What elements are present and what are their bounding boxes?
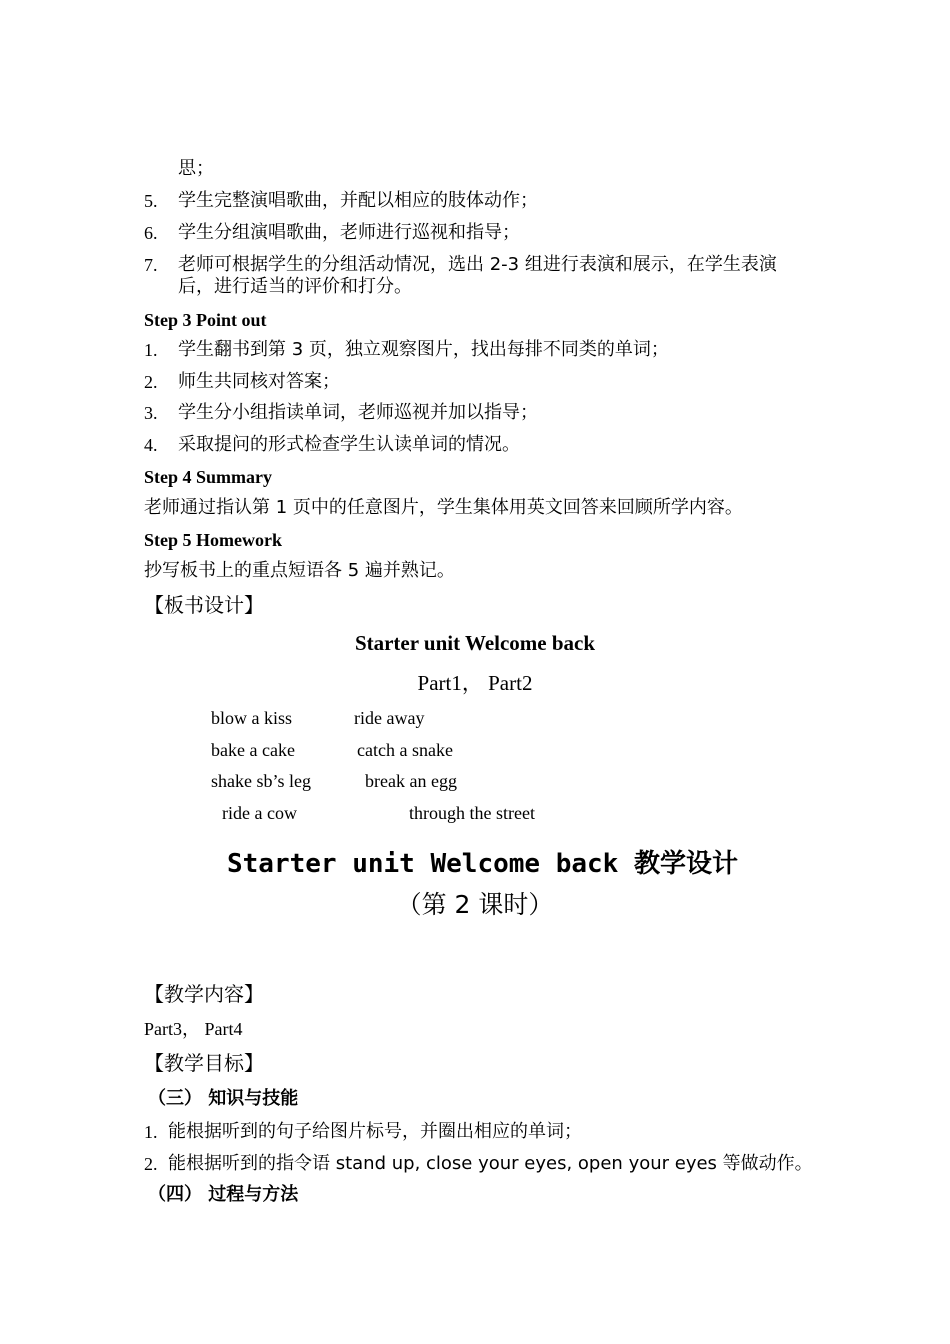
board-phrase: through the street bbox=[409, 803, 535, 823]
step4-heading: Step 4 Summary bbox=[144, 467, 273, 487]
board-subtitle: Part1， Part2 bbox=[417, 671, 533, 695]
board-phrase: shake sb’s leg bbox=[211, 771, 311, 791]
list-item: 采取提问的形式检查学生认读单词的情况。 bbox=[178, 434, 520, 455]
list-number: 7. bbox=[144, 255, 158, 275]
list-number: 4. bbox=[144, 435, 158, 455]
goal-subheading: （三） 知识与技能 bbox=[148, 1088, 299, 1109]
board-heading: 【板书设计】 bbox=[144, 593, 264, 617]
lesson2-title: Starter unit Welcome back 教学设计 bbox=[227, 849, 738, 879]
list-item: 师生共同核对答案； bbox=[178, 371, 340, 392]
list-item: 能根据听到的指令语 stand up, close your eyes, open your eyes 等做动作。 bbox=[168, 1153, 813, 1174]
board-phrase: ride a cow bbox=[222, 803, 297, 823]
continuation-text: 思； bbox=[178, 158, 214, 179]
list-number: 2. bbox=[144, 1154, 158, 1174]
list-item-continuation: 后，进行适当的评价和打分。 bbox=[178, 276, 412, 297]
list-item: 老师可根据学生的分组活动情况，选出 2-3 组进行表演和展示，在学生表演 bbox=[178, 254, 777, 275]
board-title: Starter unit Welcome back bbox=[354, 631, 596, 655]
list-number: 1. bbox=[144, 1122, 158, 1142]
list-item: 学生完整演唱歌曲，并配以相应的肢体动作； bbox=[178, 190, 538, 211]
goal-subheading: （四） 过程与方法 bbox=[148, 1184, 299, 1205]
step5-text: 抄写板书上的重点短语各 5 遍并熟记。 bbox=[144, 560, 455, 581]
list-item: 能根据听到的句子给图片标号，并圈出相应的单词； bbox=[168, 1121, 582, 1142]
lesson2-subtitle: （第 2 课时） bbox=[396, 890, 554, 919]
list-number: 1. bbox=[144, 340, 158, 360]
content-heading: 【教学内容】 bbox=[144, 982, 264, 1006]
step5-heading: Step 5 Homework bbox=[144, 530, 282, 550]
board-phrase: bake a cake bbox=[211, 740, 295, 760]
board-phrase: catch a snake bbox=[357, 740, 453, 760]
list-item: 学生翻书到第 3 页，独立观察图片，找出每排不同类的单词； bbox=[178, 339, 669, 360]
step3-heading: Step 3 Point out bbox=[144, 310, 267, 330]
board-phrase: break an egg bbox=[365, 771, 457, 791]
board-phrase: ride away bbox=[354, 708, 425, 728]
board-phrase: blow a kiss bbox=[211, 708, 292, 728]
list-item: 学生分小组指读单词，老师巡视并加以指导； bbox=[178, 402, 538, 423]
list-number: 6. bbox=[144, 223, 158, 243]
list-number: 5. bbox=[144, 191, 158, 211]
list-number: 2. bbox=[144, 372, 158, 392]
step4-text: 老师通过指认第 1 页中的任意图片，学生集体用英文回答来回顾所学内容。 bbox=[144, 497, 743, 518]
goal-heading: 【教学目标】 bbox=[144, 1051, 264, 1075]
content-text: Part3， Part4 bbox=[144, 1019, 243, 1039]
list-number: 3. bbox=[144, 403, 158, 423]
list-item: 学生分组演唱歌曲，老师进行巡视和指导； bbox=[178, 222, 520, 243]
